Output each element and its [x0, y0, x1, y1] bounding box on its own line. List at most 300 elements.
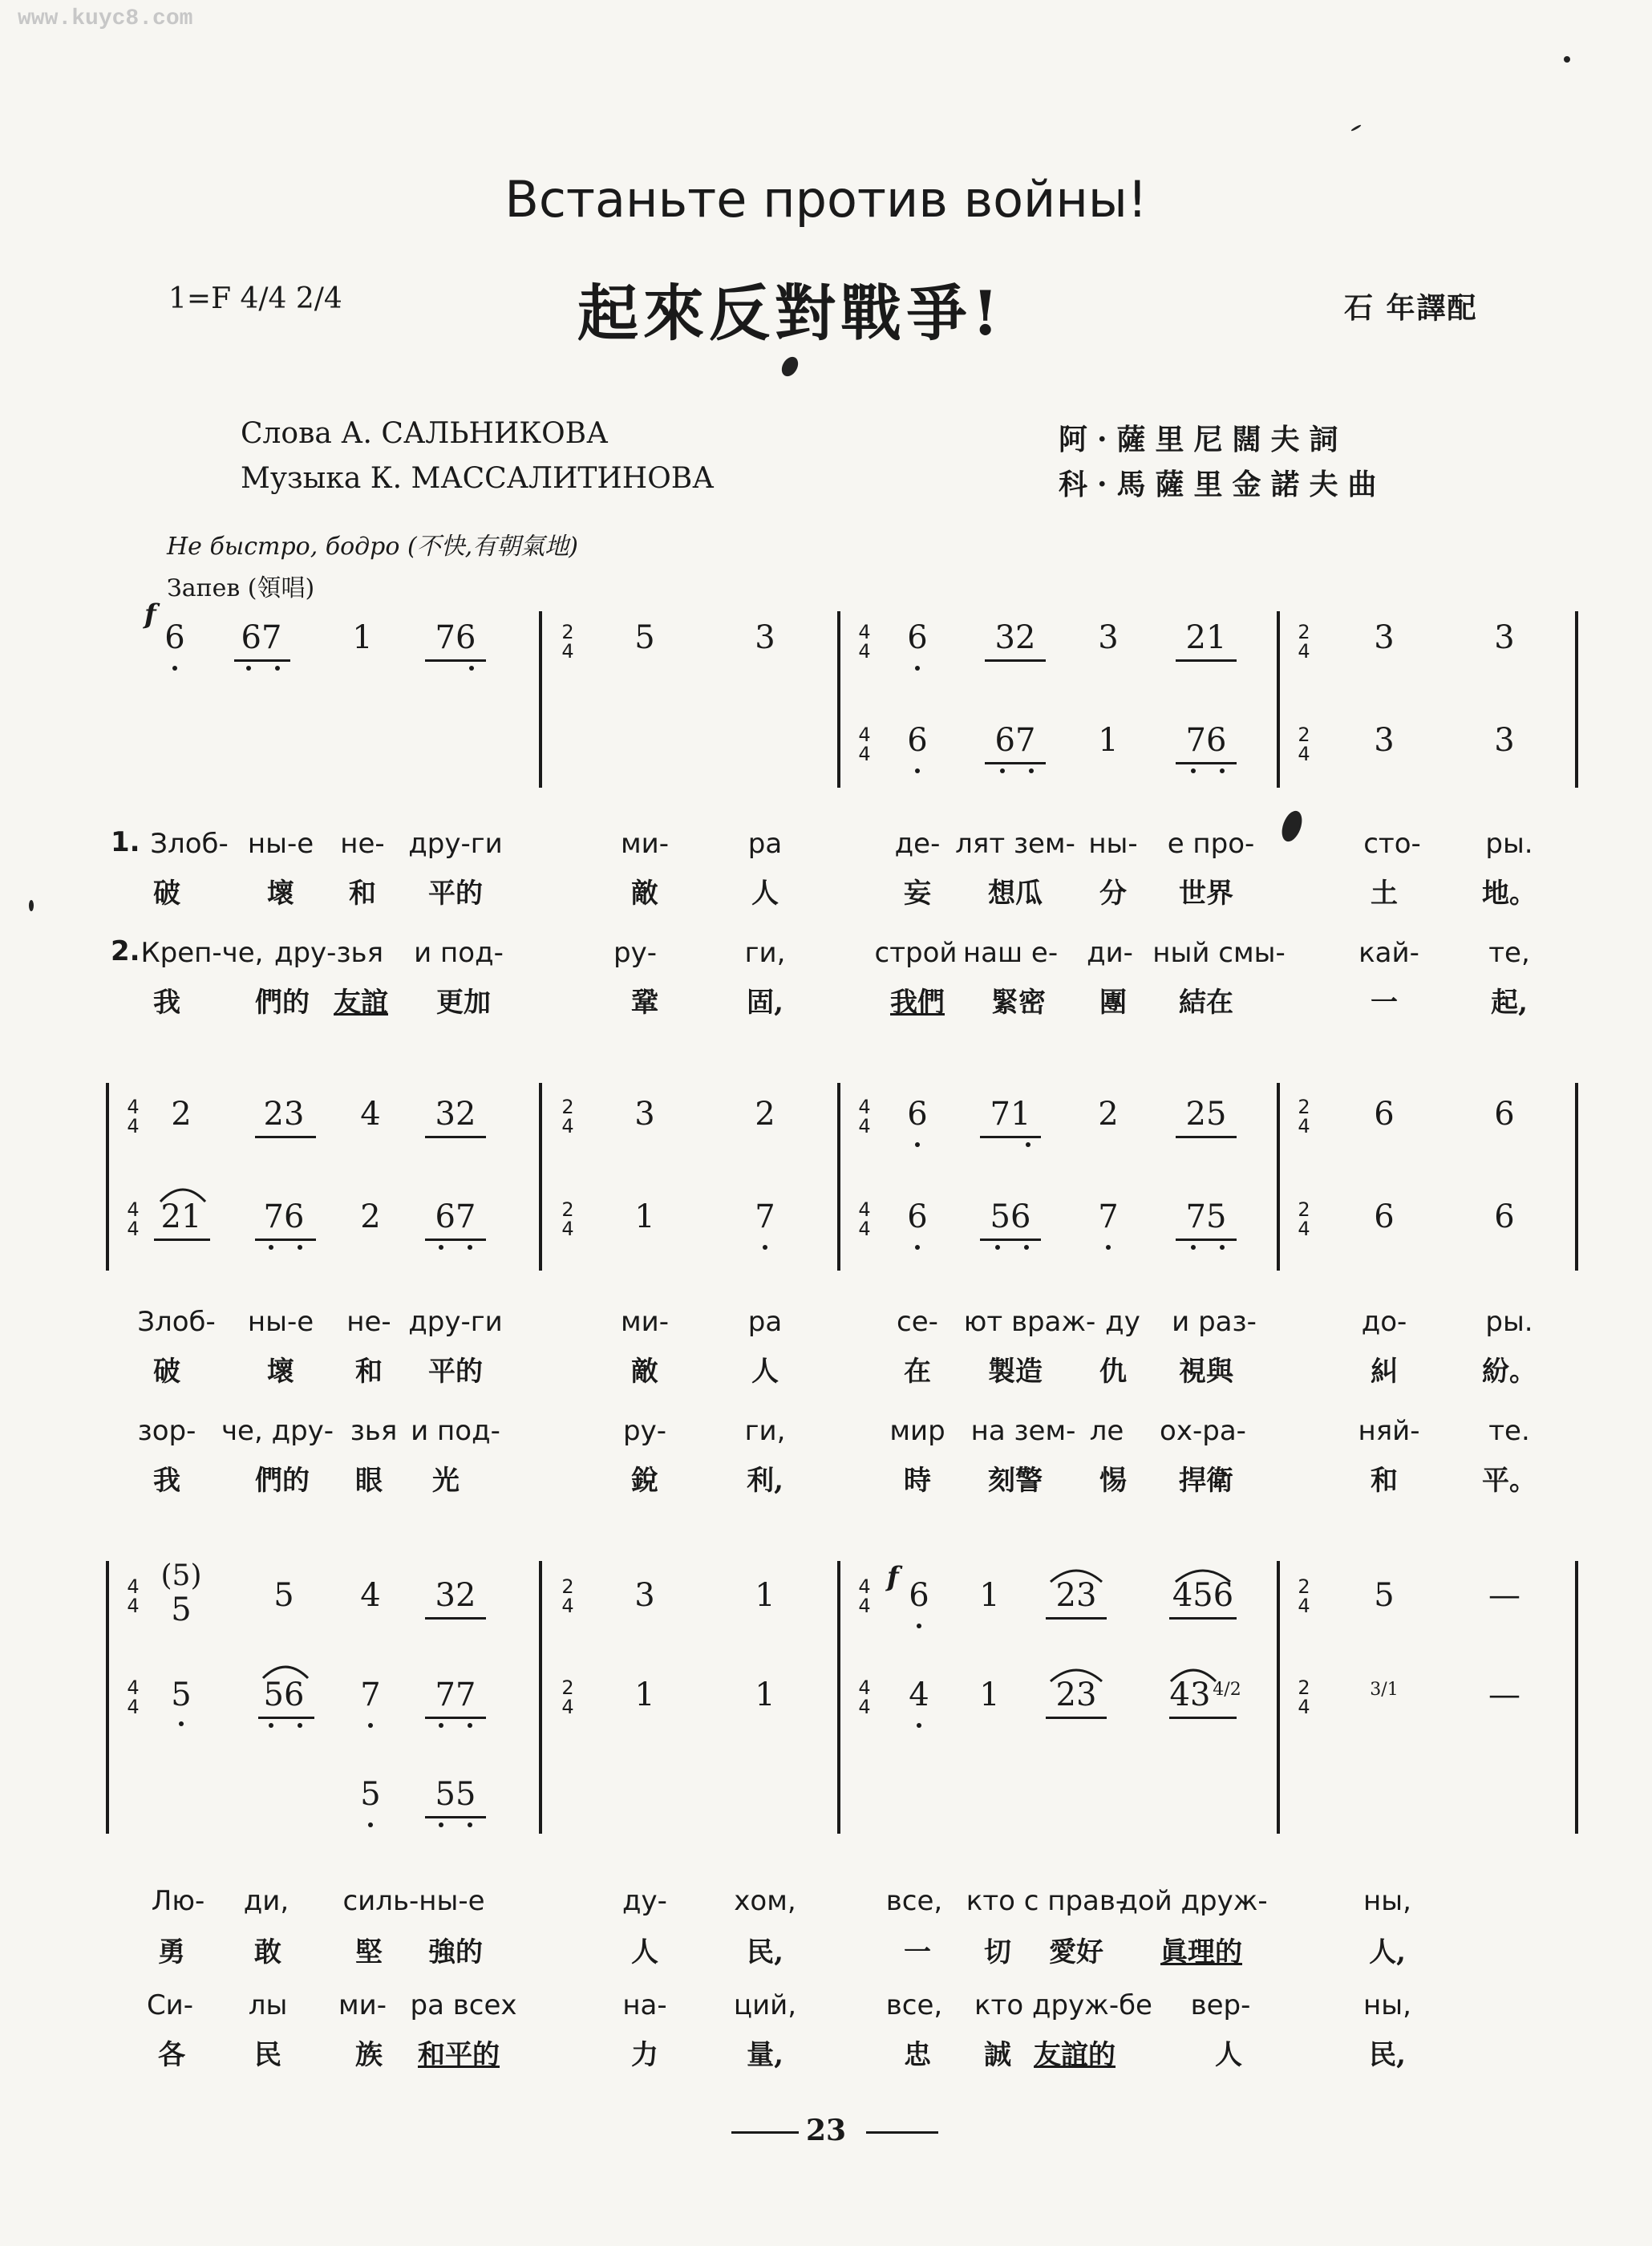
lyric: ры. [1485, 1306, 1533, 1338]
music-credit-ru: Музыка К. МАССАЛИТИНОВА [241, 462, 715, 495]
lyric: ный смы- [1152, 937, 1286, 969]
lyric: 友誼 [334, 987, 388, 1019]
barline [106, 1561, 109, 1834]
note: 5 [1374, 1577, 1395, 1614]
lyric: ле [1089, 1415, 1124, 1447]
note: 25 [1185, 1096, 1227, 1133]
lyric: де- [894, 828, 941, 860]
lyric: те, [1488, 937, 1530, 969]
note: 32 [435, 1577, 476, 1614]
lyric: кто с прав- [966, 1885, 1126, 1917]
beam [425, 1617, 486, 1620]
lyric: не- [346, 1306, 391, 1338]
lyric: ди- [1087, 937, 1133, 969]
lyric: ра всех [410, 1989, 517, 2021]
lyric: 人 [1215, 2039, 1242, 2071]
barline [1575, 611, 1578, 788]
note: 456 [1172, 1577, 1234, 1614]
lyric: лы [248, 1989, 288, 2021]
lyric: 地。 [1482, 878, 1537, 910]
music-credit-cn: 科·馬薩里金諾夫曲 [1059, 468, 1387, 501]
note: 76 [435, 619, 476, 656]
lyric: се- [897, 1306, 938, 1338]
lyric: кай- [1358, 937, 1419, 969]
lyric: 敢 [254, 1936, 281, 1968]
beam [258, 1717, 314, 1719]
ink-speck [1564, 56, 1570, 63]
note: 76 [263, 1198, 305, 1235]
time-signature-2-4: 2 4 [1298, 1575, 1310, 1617]
octave-dot [468, 1723, 472, 1728]
note: — [1488, 1577, 1520, 1614]
octave-dot [469, 666, 474, 671]
lyric: не- [340, 828, 385, 860]
lyric: ра [747, 828, 783, 860]
slur [1168, 1664, 1219, 1683]
barline [539, 611, 542, 788]
note: 23 [1055, 1676, 1097, 1713]
lyric: ду [1105, 1306, 1140, 1338]
time-signature-2-4: 2 4 [561, 1575, 574, 1617]
octave-dot [439, 1723, 443, 1728]
lyric: ру- [613, 937, 657, 969]
lyric: 光 [432, 1465, 460, 1497]
lyric: 壞 [267, 1356, 294, 1388]
beam [154, 1239, 210, 1241]
lyric: зья [350, 1415, 398, 1447]
octave-dot [1026, 1142, 1030, 1147]
octave-dot [763, 1245, 767, 1250]
barline [539, 1561, 542, 1834]
slur [260, 1660, 311, 1680]
beam [1176, 1136, 1237, 1138]
barline [1575, 1561, 1578, 1834]
lyric: 眼 [355, 1465, 383, 1497]
time-signature-2-4: 2 4 [1298, 724, 1310, 765]
note: 56 [990, 1198, 1031, 1235]
barline [1277, 1561, 1280, 1834]
note: 7 [360, 1676, 381, 1713]
note: 7 [1098, 1198, 1119, 1235]
note: 6 [909, 1577, 929, 1614]
lyric: 銳 [631, 1465, 658, 1497]
lyric: сто- [1363, 828, 1421, 860]
lyric: ны-е [247, 828, 314, 860]
beam [1046, 1617, 1107, 1620]
lyric: Злоб- [150, 828, 229, 860]
page-number-rule [866, 2131, 938, 2134]
beam [1169, 1717, 1237, 1719]
note: 1 [979, 1577, 1000, 1614]
lyric: 敵 [631, 1356, 658, 1388]
note: 6 [1374, 1198, 1395, 1235]
lyric: 起, [1491, 987, 1528, 1019]
verse-number: 2. [111, 935, 140, 967]
barline [837, 611, 840, 788]
lyric: 人, [1369, 1936, 1406, 1968]
note: 7 [755, 1198, 775, 1235]
lyric: Си- [146, 1989, 194, 2021]
note: 1 [1098, 722, 1119, 759]
time-signature-2-4: 2 4 [561, 1198, 574, 1240]
lyric: 土 [1371, 878, 1398, 910]
note: 67 [435, 1198, 476, 1235]
octave-dot [246, 666, 251, 671]
lyric: ги, [744, 1415, 786, 1447]
note: 1 [979, 1676, 1000, 1713]
lyric: силь-ны-е [342, 1885, 485, 1917]
lyric: 利, [747, 1465, 783, 1497]
beam [425, 659, 486, 662]
note: 67 [994, 722, 1036, 759]
note: 5 [360, 1776, 381, 1813]
octave-dot [298, 1245, 302, 1250]
lyric: ги, [744, 937, 786, 969]
lyric: 人 [631, 1936, 658, 1968]
note: 5 [171, 1591, 192, 1628]
time-signature-2-4: 2 4 [1298, 621, 1310, 663]
lyric: ду- [622, 1885, 667, 1917]
lyric: Креп-че, [140, 937, 264, 969]
lyric: 一 [904, 1936, 931, 1968]
words-credit-ru: Слова А. САЛЬНИКОВА [241, 417, 609, 450]
note: 4 [909, 1676, 929, 1713]
barline [1575, 1083, 1578, 1271]
octave-dot [1106, 1245, 1111, 1250]
note: 3 [634, 1577, 655, 1614]
time-signature-4-4: 4 4 [858, 1676, 871, 1718]
octave-dot [368, 1822, 373, 1827]
lyric: 世界 [1179, 878, 1233, 910]
lyric: 和 [349, 878, 376, 910]
lyric: 在 [904, 1356, 931, 1388]
lyric: 仇 [1099, 1356, 1127, 1388]
note: 1 [755, 1577, 775, 1614]
lyric: 和平的 [418, 2039, 500, 2071]
ink-speck [29, 900, 34, 911]
ink-speck [1350, 124, 1362, 132]
note: 71 [990, 1096, 1031, 1133]
lyric: все, [885, 1989, 943, 2021]
octave-dot [1220, 1245, 1225, 1250]
lyric: 緊密 [991, 987, 1046, 1019]
lyric: 各 [158, 2039, 185, 2071]
lyric: 我們 [890, 987, 945, 1019]
beam [425, 1239, 486, 1241]
octave-dot [275, 666, 280, 671]
note: 77 [435, 1676, 476, 1713]
lyric: 想瓜 [988, 878, 1043, 910]
lyric: 敵 [631, 878, 658, 910]
note: 1 [634, 1198, 655, 1235]
octave-dot [468, 1245, 472, 1250]
page-number: 23 [805, 2114, 847, 2147]
note: 6 [1374, 1096, 1395, 1133]
tempo-marking: Не быстро, бодро (不快,有朝氣地) [167, 533, 578, 561]
lyric: и под- [411, 1415, 500, 1447]
octave-dot [915, 666, 920, 671]
note: 5 [171, 1676, 192, 1713]
lyric: 愛好 [1049, 1936, 1103, 1968]
lyric: 們的 [255, 1465, 310, 1497]
lyric: дру-ги [408, 1306, 503, 1338]
lyric: 分 [1099, 878, 1127, 910]
time-signature-2-4: 2 4 [1298, 1676, 1310, 1718]
beam [980, 1239, 1041, 1241]
lyric: 平的 [428, 878, 483, 910]
time-signature-4-4: 4 4 [127, 1096, 140, 1137]
octave-dot [269, 1245, 273, 1250]
beam [1169, 1617, 1237, 1620]
lyric: 人 [751, 878, 779, 910]
note: 6 [907, 1198, 928, 1235]
note: 2 [755, 1096, 775, 1133]
beam [425, 1717, 486, 1719]
lyric: 誠 [984, 2039, 1011, 2071]
lyric: ми- [620, 828, 670, 860]
lyric: мир [889, 1415, 945, 1447]
octave-dot [172, 666, 177, 671]
octave-dot [1000, 768, 1005, 773]
lyric: 紛。 [1482, 1356, 1537, 1388]
lyric: 妄 [904, 878, 931, 910]
barline [539, 1083, 542, 1271]
lyric: лят зем- [955, 828, 1075, 860]
time-signature-4-4: 4 4 [858, 1575, 871, 1617]
dynamic-forte: f [887, 1561, 899, 1593]
ink-speck [1278, 808, 1306, 844]
note: 1 [755, 1676, 775, 1713]
lyric: 團 [1099, 987, 1127, 1019]
note: 1 [352, 619, 373, 656]
lyric: 結在 [1179, 987, 1233, 1019]
octave-dot [915, 1142, 920, 1147]
lyric: хом, [734, 1885, 796, 1917]
note: 6 [907, 619, 928, 656]
note: — [1488, 1676, 1520, 1713]
lyric: 鞏 [631, 987, 658, 1019]
lyric: ций, [733, 1989, 797, 2021]
note: 4 [360, 1577, 381, 1614]
note: 3 [1494, 619, 1515, 656]
lyric: те. [1488, 1415, 1530, 1447]
note: 3 [634, 1096, 655, 1133]
note: 43 [1169, 1676, 1211, 1713]
octave-dot [995, 1245, 1000, 1250]
octave-dot [1191, 1245, 1196, 1250]
octave-dot [269, 1723, 273, 1728]
lyric: 破 [153, 878, 180, 910]
lyric: 民, [1369, 2039, 1406, 2071]
lyric: дру-зья [273, 937, 384, 969]
barline [1277, 1083, 1280, 1271]
lyric: 族 [355, 2039, 383, 2071]
lyric: ны, [1363, 1989, 1411, 2021]
time-signature-4-4: 4 4 [858, 1198, 871, 1240]
lyric: 製造 [988, 1356, 1043, 1388]
slur [1047, 1664, 1105, 1683]
note: 6 [164, 619, 185, 656]
beam [1046, 1717, 1107, 1719]
lyric: вер- [1190, 1989, 1251, 2021]
slur [1047, 1564, 1105, 1583]
lyric: ми- [620, 1306, 670, 1338]
section-label: Запев (領唱) [167, 574, 315, 602]
lyric: 勇 [158, 1936, 185, 1968]
note: 4 [360, 1096, 381, 1133]
beam [1176, 762, 1237, 764]
lyric: 視與 [1179, 1356, 1233, 1388]
lyric: ны-е [247, 1306, 314, 1338]
lyric: ны, [1363, 1885, 1411, 1917]
slur [1172, 1564, 1233, 1583]
beam [985, 762, 1046, 764]
note: 2 [171, 1096, 192, 1133]
lyric: 和 [1371, 1465, 1398, 1497]
words-credit-cn: 阿·薩里尼闊夫詞 [1059, 423, 1348, 456]
note: 2 [360, 1198, 381, 1235]
beam [425, 1136, 486, 1138]
lyric: зор- [137, 1415, 196, 1447]
lyric: дой друж- [1119, 1885, 1268, 1917]
note-chord: 4/2 [1213, 1680, 1241, 1700]
lyric: 堅 [355, 1936, 383, 1968]
octave-dot [1029, 768, 1034, 773]
time-signature-2-4: 2 4 [561, 621, 574, 663]
note: 67 [241, 619, 282, 656]
note: 23 [1055, 1577, 1097, 1614]
note: 2 [1098, 1096, 1119, 1133]
dynamic-forte: f [144, 598, 156, 630]
beam [1176, 1239, 1237, 1241]
octave-dot [368, 1723, 373, 1728]
lyric: 力 [631, 2039, 658, 2071]
lyric: е про- [1167, 828, 1255, 860]
note: 6 [907, 1096, 928, 1133]
octave-dot [917, 1723, 921, 1728]
lyric: Злоб- [137, 1306, 216, 1338]
octave-dot [439, 1822, 443, 1827]
lyric: наш е- [962, 937, 1059, 969]
note: 3 [755, 619, 775, 656]
note: 32 [994, 619, 1036, 656]
note: 6 [907, 722, 928, 759]
lyric: 一 [1371, 987, 1398, 1019]
note: 5 [634, 619, 655, 656]
lyric: 友誼的 [1034, 2039, 1116, 2071]
note: 3 [1374, 722, 1395, 759]
lyric: 和 [355, 1356, 383, 1388]
note: 55 [435, 1776, 476, 1813]
barline [1277, 611, 1280, 788]
lyric: Лю- [151, 1885, 205, 1917]
slur [157, 1182, 209, 1203]
lyric: строй [874, 937, 958, 969]
beam [985, 659, 1046, 662]
lyric: ры. [1485, 828, 1533, 860]
time-signature-4-4: 4 4 [127, 1676, 140, 1718]
lyric: 平的 [428, 1356, 483, 1388]
time-signature-4-4: 4 4 [858, 724, 871, 765]
lyric: 民 [254, 2039, 281, 2071]
lyric: 平。 [1482, 1465, 1537, 1497]
lyric: ны- [1088, 828, 1138, 860]
lyric: 時 [904, 1465, 931, 1497]
time-signature-4-4: 4 4 [127, 1198, 140, 1240]
lyric: 忠 [904, 2039, 931, 2071]
lyric: 切 [984, 1936, 1011, 1968]
note: 21 [160, 1198, 202, 1235]
lyric: 們的 [255, 987, 310, 1019]
octave-dot [917, 1624, 921, 1628]
note: 6 [1494, 1198, 1515, 1235]
barline [837, 1561, 840, 1834]
octave-dot [439, 1245, 443, 1250]
lyric: и под- [414, 937, 504, 969]
title-russian: Встаньте против войны! [504, 170, 1148, 229]
note: 75 [1185, 1198, 1227, 1235]
lyric: 民, [747, 1936, 783, 1968]
note: 6 [1494, 1096, 1515, 1133]
note: 5 [273, 1577, 294, 1614]
octave-dot [468, 1822, 472, 1827]
note: 21 [1185, 619, 1227, 656]
title-chinese: 起來反對戰爭! [577, 278, 1004, 349]
lyric: ют враж- [963, 1306, 1096, 1338]
lyric: до- [1361, 1306, 1407, 1338]
octave-dot [179, 1721, 184, 1726]
time-signature-2-4: 2 4 [1298, 1096, 1310, 1137]
lyric: 破 [153, 1356, 180, 1388]
note: 1 [634, 1676, 655, 1713]
time-signature-4-4: 4 4 [858, 621, 871, 663]
beam [980, 1136, 1041, 1138]
beam [255, 1239, 316, 1241]
note: 23 [263, 1096, 305, 1133]
beam [425, 1816, 486, 1818]
beam [1176, 659, 1237, 662]
octave-dot [1220, 768, 1225, 773]
time-signature-4-4: 4 4 [858, 1096, 871, 1137]
ink-speck [779, 354, 802, 379]
octave-dot [915, 768, 920, 773]
lyric: 捍衛 [1179, 1465, 1233, 1497]
time-signature-2-4: 2 4 [561, 1676, 574, 1718]
lyric: 強的 [428, 1936, 483, 1968]
key-signature: 1=F 4/4 2/4 [168, 282, 342, 315]
note: 76 [1185, 722, 1227, 759]
lyric: ру- [623, 1415, 666, 1447]
watermark: www.kuyc8.com [18, 6, 193, 31]
beam [255, 1136, 316, 1138]
lyric: кто друж-бе [974, 1989, 1152, 2021]
time-signature-2-4: 2 4 [561, 1096, 574, 1137]
lyric: ра [747, 1306, 783, 1338]
octave-dot [298, 1723, 302, 1728]
note: 3 [1494, 722, 1515, 759]
note: 32 [435, 1096, 476, 1133]
lyric: че, дру- [221, 1415, 334, 1447]
barline [837, 1083, 840, 1271]
lyric: ох-ра- [1160, 1415, 1246, 1447]
lyric: 壞 [267, 878, 294, 910]
beam [234, 659, 290, 662]
time-signature-2-4: 2 4 [1298, 1198, 1310, 1240]
octave-dot [915, 1245, 920, 1250]
lyric: 更加 [436, 987, 491, 1019]
lyric: 眞理的 [1160, 1936, 1242, 1968]
lyric: 我 [153, 987, 180, 1019]
